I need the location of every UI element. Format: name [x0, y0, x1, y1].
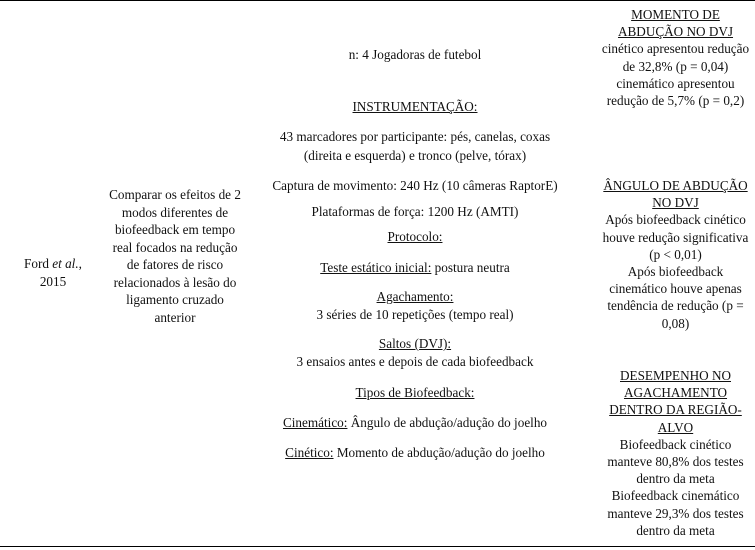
- protocol-heading: Protocolo:: [387, 229, 443, 244]
- plates-text: Plataformas de força: 1200 Hz (AMTI): [311, 204, 519, 219]
- kinetic-line: [245, 445, 585, 461]
- squat-kinetic-result: Biofeedback cinético manteve 80,8% dos testes dentro da meta: [607, 436, 744, 487]
- squat-performance-block: [598, 367, 753, 539]
- table-top-rule: [0, 0, 755, 1]
- kinematic-text: Ângulo de abdução/adução do joelho: [347, 415, 548, 430]
- objective-cell: Comparar os efeitos de 2 modos diferentes de biofeedback em tempo real focados na redução de fatores de risco relacionados à lesão do ligamento cruzado anterior: [109, 187, 241, 325]
- moment-heading: MOMENTO DE ABDUÇÃO NO DVJ: [617, 7, 734, 40]
- author-cell: Ford et al., 2015: [24, 256, 82, 289]
- moment-block: [598, 6, 753, 109]
- author-year: 2015: [39, 274, 67, 289]
- squat-kinematic-result: Biofeedback cinemático manteve 29,3% dos testes dentro da meta: [607, 488, 744, 538]
- angle-heading: ÂNGULO DE ABDUÇÃO NO DVJ: [603, 178, 748, 211]
- moment-kinetic-result: cinético apresentou redução de 32,8% (p = 0,04): [601, 41, 750, 74]
- author-etal: et al.: [52, 256, 79, 271]
- angle-kinetic-result: Após biofeedback cinético houve redução significativa (p < 0,01): [602, 212, 749, 262]
- biofeedback-types-heading: Tipos de Biofeedback:: [355, 385, 475, 400]
- markers-line-1: 43 marcadores por participante: pés, canelas, coxas: [279, 129, 551, 144]
- markers-line-2: (direita e esquerda) e tronco (pelve, tórax): [303, 148, 527, 163]
- static-test-text: postura neutra: [431, 260, 510, 275]
- moment-kinematic-result: cinemático apresentou redução de 5,7% (p = 0,2): [606, 75, 745, 109]
- kinetic-text: Momento de abdução/adução do joelho: [333, 445, 545, 460]
- author-name: Ford: [24, 256, 49, 271]
- capture-text: Captura de movimento: 240 Hz (10 câmeras RaptorE): [272, 178, 558, 193]
- angle-kinematic-result: Após biofeedback cinemático houve apenas tendência de redução (p = 0,08): [607, 264, 744, 331]
- squat-performance-heading: DESEMPENHO NO AGACHAMENTO DENTRO DA REGIÃO-ALVO: [609, 368, 742, 435]
- static-test-label: Teste estático inicial:: [320, 260, 432, 275]
- static-test-line: [245, 260, 585, 276]
- kinematic-line: [245, 415, 585, 431]
- squat-text: 3 séries de 10 repetições (tempo real): [316, 307, 514, 322]
- angle-block: [598, 177, 753, 332]
- jump-heading: Saltos (DVJ):: [378, 336, 452, 351]
- table-bottom-rule: [0, 546, 755, 547]
- jump-text: 3 ensaios antes e depois de cada biofeedback: [296, 354, 534, 369]
- instrumentation-heading: INSTRUMENTAÇÃO:: [352, 99, 478, 114]
- sample-text: n: 4 Jogadoras de futebol: [348, 47, 482, 62]
- squat-heading: Agachamento:: [376, 289, 454, 304]
- kinetic-label: Cinético:: [285, 445, 334, 460]
- kinematic-label: Cinemático:: [282, 415, 348, 430]
